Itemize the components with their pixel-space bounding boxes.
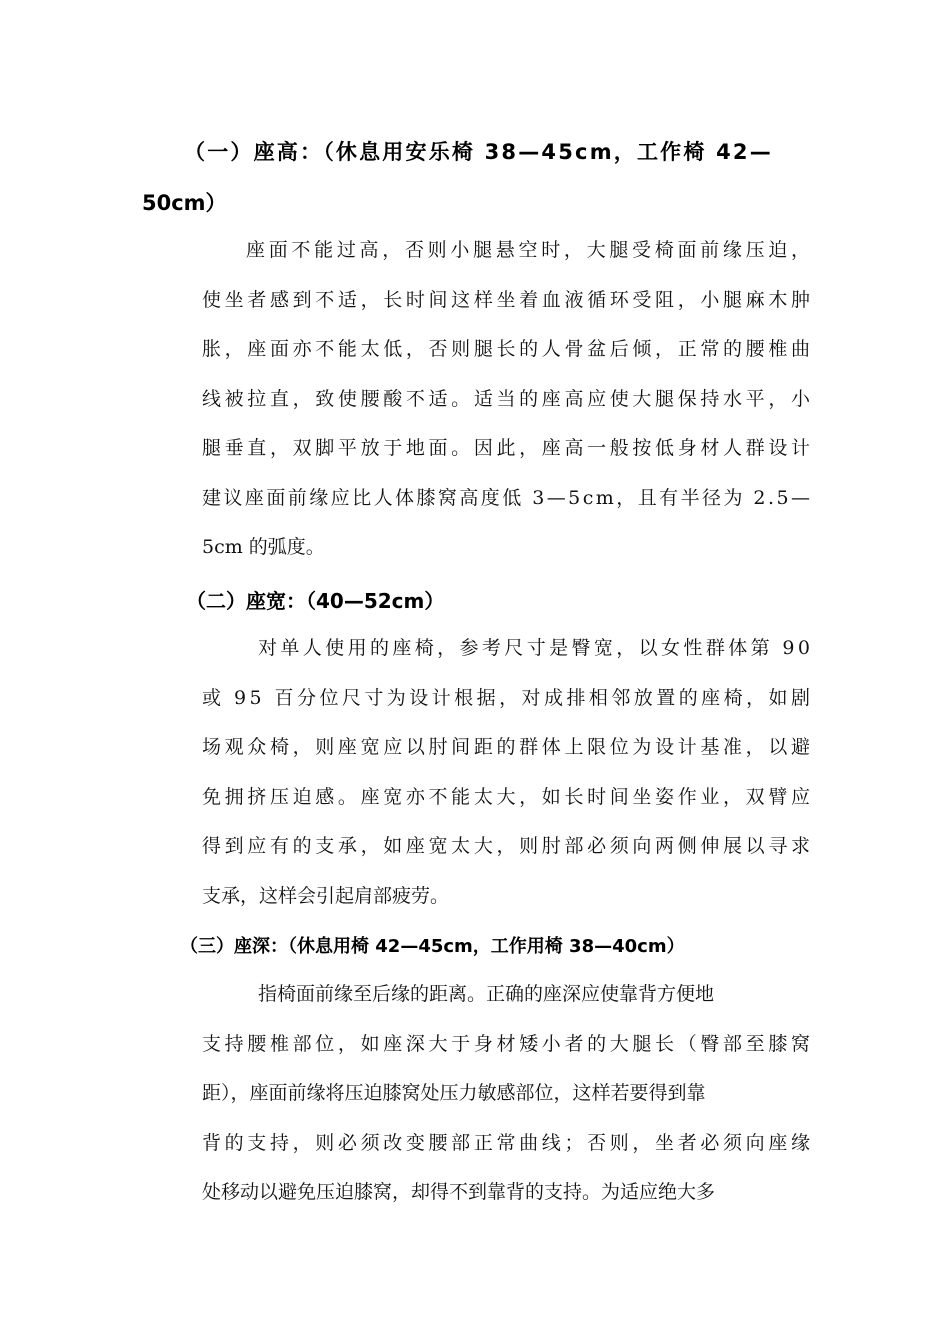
paragraph-line: 处移动以避免压迫膝窝，却得不到靠背的支持。为适应绝大多 — [202, 1181, 716, 1203]
paragraph-line: 胀，座面亦不能太低，否则腿长的人骨盆后倾，正常的腰椎曲 — [202, 338, 814, 360]
paragraph-line: 场观众椅，则座宽应以肘间距的群体上限位为设计基准，以避 — [202, 736, 814, 758]
paragraph-line: 或 95 百分位尺寸为设计根据，对成排相邻放置的座椅，如剧 — [202, 686, 814, 709]
paragraph-line: 线被拉直，致使腰酸不适。适当的座高应使大腿保持水平，小 — [202, 387, 814, 410]
paragraph-line: 支承，这样会引起肩部疲劳。 — [202, 884, 450, 907]
paragraph-line: 指椅面前缘至后缘的距离。正确的座深应使靠背方便地 — [258, 983, 715, 1005]
paragraph-line: 距），座面前缘将压迫膝窝处压力敏感部位，这样若要得到靠 — [202, 1082, 706, 1104]
section-1-heading: （一）座高：（休息用安乐椅 38—45cm，工作椅 42— — [184, 140, 773, 164]
section-2-heading: （二）座宽：（40—52cm） — [186, 589, 445, 613]
section-1-heading-continued: 50cm） — [142, 191, 227, 215]
paragraph-line: 座面不能过高，否则小腿悬空时，大腿受椅面前缘压迫， — [246, 239, 814, 261]
section-3-paragraph — [202, 970, 814, 1218]
paragraph-line: 得到应有的支承，如座宽太大，则肘部必须向两侧伸展以寻求 — [202, 835, 814, 857]
paragraph-line: 建议座面前缘应比人体膝窝高度低 3—5cm，且有半径为 2.5— — [202, 486, 813, 509]
section-2-paragraph — [202, 624, 814, 921]
paragraph-line: 支持腰椎部位，如座深大于身材矮小者的大腿长（臀部至膝窝 — [202, 1032, 814, 1055]
paragraph-line: 5cm 的弧度。 — [202, 536, 325, 558]
section-1-paragraph — [202, 226, 814, 573]
paragraph-line: 腿垂直，双脚平放于地面。因此，座高一般按低身材人群设计 — [202, 437, 814, 459]
paragraph-line: 背的支持，则必须改变腰部正常曲线；否则，坐者必须向座缘 — [202, 1131, 814, 1154]
paragraph-line: 对单人使用的座椅，参考尺寸是臀宽，以女性群体第 90 — [258, 637, 814, 659]
paragraph-line: 免拥挤压迫感。座宽亦不能太大，如长时间坐姿作业，双臂应 — [202, 785, 814, 808]
paragraph-line: 使坐者感到不适，长时间这样坐着血液循环受阻，小腿麻木肿 — [202, 288, 814, 311]
section-3-heading: （三）座深：（休息用椅 42—45cm，工作用椅 38—40cm） — [180, 936, 685, 957]
